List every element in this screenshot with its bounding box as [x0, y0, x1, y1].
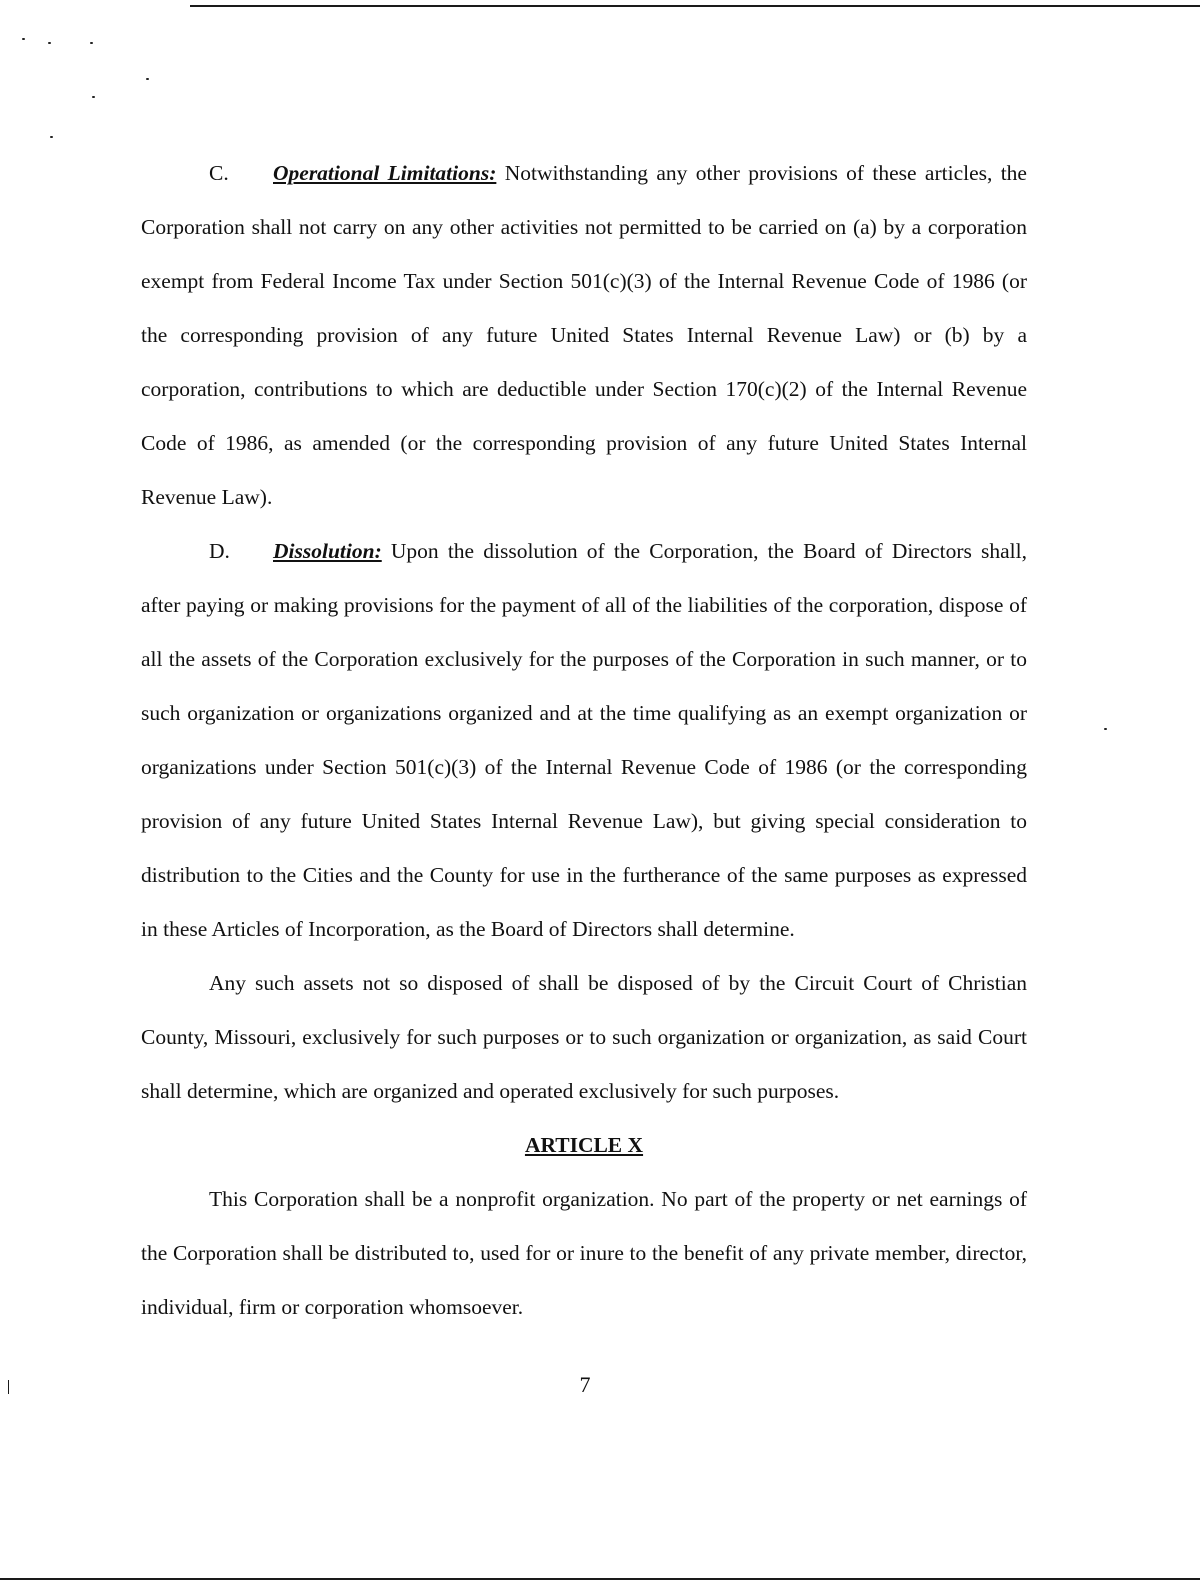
section-d-heading: Dissolution:: [273, 539, 382, 563]
section-d-paragraph: [141, 524, 1027, 956]
scan-speck: [22, 38, 25, 40]
scan-speck: [48, 42, 51, 44]
section-d-body: Upon the dissolution of the Corporation, the Board of Directors shall, after paying or making provisions for the payment of all of the liabilities of the corporation, dispose of all the assets of the Corporation exclusively for the purposes of the Corporation in such manner, or to such organization or organizations organized and at the time qualifying as an exempt organization or organizations under Section 501(c)(3) of the Internal Revenue Code of 1986 (or the corresponding provision of any future United States Internal Revenue Law), but giving special consideration to distribution to the Cities and the County for use in the furtherance of the same purposes as expressed in these Articles of Incorporation, as the Board of Directors shall determine.: [141, 539, 1027, 941]
scan-bottom-border: [0, 1578, 1200, 1580]
scan-top-border: [190, 5, 1200, 7]
article-x-paragraph: This Corporation shall be a nonprofit organization. No part of the property or net earnings of the Corporation shall be distributed to, used for or inure to the benefit of any private member, director, individual, firm or corporation whomsoever.: [141, 1187, 1027, 1319]
section-c-body: Notwithstanding any other provisions of these articles, the Corporation shall not carry on any other activities not permitted to be carried on (a) by a corporation exempt from Federal Income Tax under Section 501(c)(3) of the Internal Revenue Code of 1986 (or the corresponding provision of any future United States Internal Revenue Law) or (b) by a corporation, contributions to which are deductible under Section 170(c)(2) of the Internal Revenue Code of 1986, as amended (or the corresponding provision of any future United States Internal Revenue Law).: [141, 161, 1027, 509]
section-d-continued-paragraph: Any such assets not so disposed of shall be disposed of by the Circuit Court of Christian County, Missouri, exclusively for such purposes or to such organization or organization, as said Court shall determine, which are organized and operated exclusively for such purposes.: [141, 971, 1027, 1103]
section-d-marker: D.: [209, 539, 230, 563]
scan-speck: [90, 42, 93, 44]
document-page: [141, 146, 1027, 1334]
scan-speck: [50, 136, 53, 138]
page-number: 7: [579, 1372, 591, 1397]
section-c-paragraph: [141, 146, 1027, 524]
section-c-marker: C.: [209, 161, 229, 185]
scan-speck: [146, 78, 149, 80]
scan-speck: [92, 96, 95, 98]
section-c-heading: Operational Limitations:: [273, 161, 497, 185]
scan-speck: [1104, 728, 1107, 730]
article-x-title: ARTICLE X: [524, 1133, 644, 1157]
